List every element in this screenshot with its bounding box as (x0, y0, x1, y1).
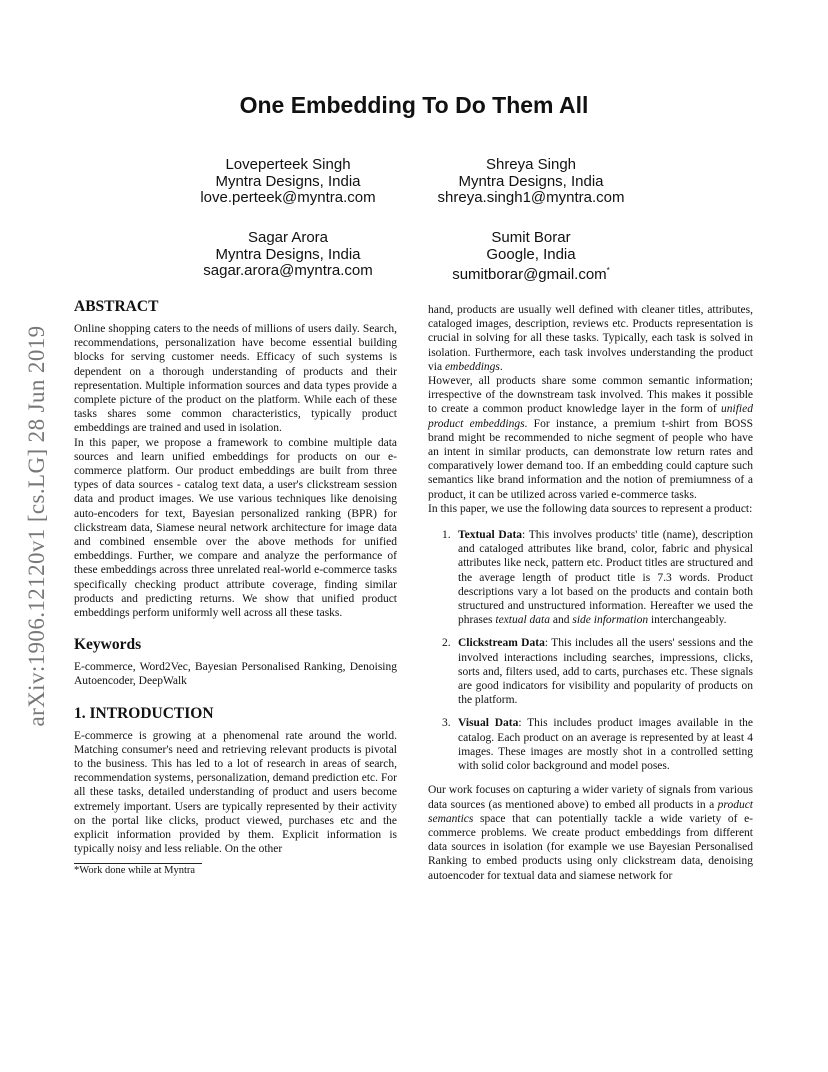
data-sources-list (428, 528, 753, 773)
arxiv-identifier: arXiv:1906.12120v1 [cs.LG] 28 Jun 2019 (24, 325, 49, 727)
keywords-heading: Keywords (74, 636, 142, 654)
author-name: Shreya Singh (485, 156, 577, 173)
abstract-paragraph: Online shopping caters to the needs of millions of users daily. Search, recommendations, personalization have become essential building blocks for serving customer needs. Efficacy of such systems is dependent on a thorough understanding of products and their representation. Multiple information sources and data types provide a complete picture of the product on the platform. While each of these tasks shares some common characteristics, typically product embeddings are trained and used in isolation. (74, 323, 397, 435)
author-email-line (428, 263, 634, 284)
abstract-heading: ABSTRACT (74, 298, 159, 315)
author-affiliation: Myntra Designs, India (215, 172, 361, 190)
abstract-paragraph: In this paper, we propose a framework to combine multiple data sources and learn unified embeddings for products on our e-commerce platform. Our product embeddings are built from three types of data sources - catalog text data, a user's clickstream session data and product images. We use various techniques like denoising auto-encoders for text, Bayesian personalized ranking (BPR) for clickstream data, Siamese neural network architecture for image data and combined ensemble over the above methods for unified embeddings. Further, we compare and analyze the performance of these embeddings across three unrelated real-world e-commerce tasks specifically checking product attribute coverage, finding similar products and predicting returns. We show that unified product embeddings perform uniformly well across all these tasks. (74, 436, 397, 620)
author-name: Loveperteek Singh (225, 156, 351, 173)
left-column (74, 298, 397, 877)
author-block (189, 230, 387, 280)
author-block (189, 157, 387, 207)
author-block (428, 157, 634, 207)
paper-title: One Embedding To Do Them All (239, 92, 589, 118)
arxiv-stamp (22, 292, 52, 760)
author-name: Sumit Borar (491, 229, 571, 246)
author-affiliation: Google, India (486, 245, 576, 263)
list-item: 1. Textual Data: This involves products' title (name), description and cataloged attributes like brand, color, fabric and physical attributes like neck, pattern etc. Product titles are structured and the average length of product title is 7.3 words. Product descriptions vary a lot based on the products and contain both structured and unstructured information. Hereafter we used the phrases textual data and side information interchangeably. (442, 529, 754, 627)
author-email[interactable]: sumitborar@gmail.com (452, 266, 607, 283)
introduction-paragraph: hand, products are usually well defined with cleaner titles, attributes, cataloged images, description, reviews etc. Products representation is crucial in solving for all these tasks. Typically, each task is solved in isolation. Furthermore, each task involves understanding the product via embeddings. (428, 304, 753, 373)
introduction-paragraph: However, all products share some common semantic information; irrespective of the downstream task involved. This makes it possible to create a common product knowledge layer in the form of unified product embeddings. For instance, a premium t-shirt from BOSS brand might be recommended to niche segment of people who have an intent in similar products, can demonstrate low return rates and comparatively lower demand too. If an embedding could capture such semantics like brand information and the notion of premiumness of a product, it can be utilized across varied e-commerce tasks. (428, 375, 753, 501)
author-email[interactable]: love.perteek@myntra.com (200, 189, 376, 206)
author-block (428, 230, 634, 284)
introduction-paragraph: In this paper, we use the following data sources to represent a product: (428, 502, 753, 515)
footnote-mark: * (606, 266, 610, 275)
author-affiliation: Myntra Designs, India (458, 172, 604, 190)
list-number: 3. (442, 717, 451, 730)
author-email[interactable]: shreya.singh1@myntra.com (437, 189, 625, 206)
list-number: 1. (442, 529, 451, 542)
list-item: 3. Visual Data: This includes product images available in the catalog. Each product on an average is represented by at least 4 images. These images are mostly shot in a controlled setting with solid color background and model poses. (442, 717, 753, 773)
author-email[interactable]: sagar.arora@myntra.com (203, 262, 373, 279)
author-name: Sagar Arora (247, 229, 329, 246)
author-affiliation: Myntra Designs, India (215, 245, 361, 263)
keywords-text: E-commerce, Word2Vec, Bayesian Personalised Ranking, Denoising Autoencoder, DeepWalk (74, 661, 397, 688)
list-number: 2. (442, 637, 451, 650)
introduction-heading: 1. INTRODUCTION (74, 704, 214, 722)
right-column (428, 303, 753, 883)
introduction-paragraph: Our work focuses on capturing a wider variety of signals from various data sources (as mentioned above) to embed all products in a product semantics space that can potentially tackle a wide variety of e-commerce problems. We create product embeddings from different data sources in isolation (for example we use Bayesian Personalised Ranking to embed products using only clickstream data, denoising autoencoder for textual data and siamese network for (428, 784, 753, 882)
footnote: *Work done while at Myntra (74, 864, 196, 876)
list-item: 2. Clickstream Data: This includes all the users' sessions and the involved interactions including searches, impressions, clicks, sorts and, filters used, add to carts, purchases etc. These signals are good indicators for visibility and popularity of products on the platform. (442, 637, 753, 707)
introduction-paragraph: E-commerce is growing at a phenomenal rate around the world. Matching consumer's need and retrieving relevant products is pivotal to the business. This has led to a lot of research in areas of search, recommendation systems, personalization, demand prediction etc. For all these tasks, detailed understanding of product and users become extremely important. Users are typically represented by their activity on the portal like clicks, product viewed, purchases etc and the explicit information provided by them. Explicit information is typically noisy and less reliable. On the other (74, 729, 397, 856)
